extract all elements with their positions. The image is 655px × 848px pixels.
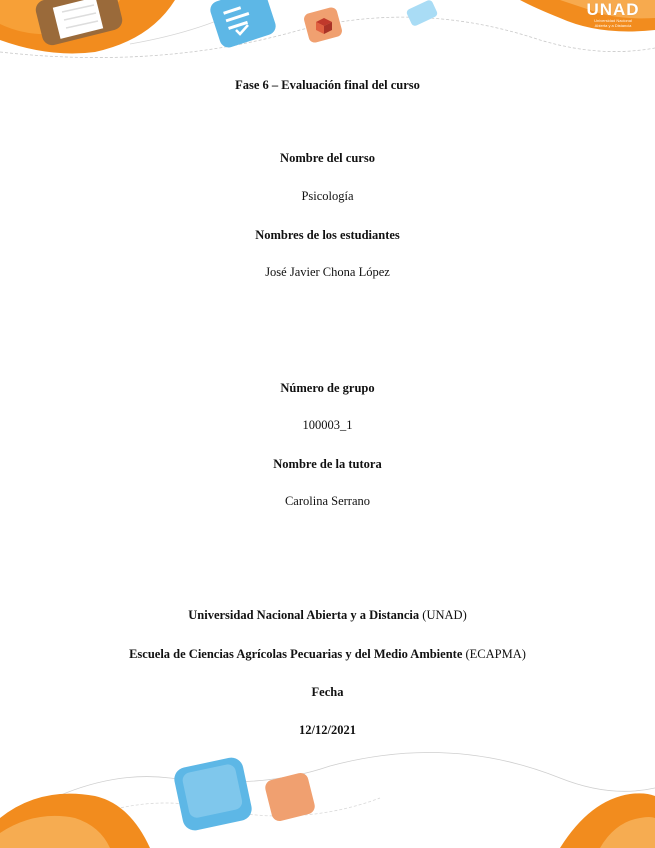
box-icon bbox=[303, 6, 344, 44]
students-label: Nombres de los estudiantes bbox=[255, 228, 400, 242]
course-value: Psicología bbox=[301, 189, 354, 203]
logo-tagline-2: Abierta y a Distancia bbox=[594, 23, 632, 28]
logo-text: UNAD bbox=[586, 0, 640, 19]
students-value: José Javier Chona López bbox=[265, 265, 390, 279]
school-name: Escuela de Ciencias Agrícolas Pecuarias y del Medio Ambiente bbox=[129, 647, 463, 661]
date-value: 12/12/2021 bbox=[299, 723, 356, 737]
blue-tile-shape bbox=[406, 0, 439, 27]
group-label: Número de grupo bbox=[280, 381, 375, 395]
unad-logo bbox=[579, 2, 647, 28]
course-label: Nombre del curso bbox=[280, 151, 375, 165]
blue-tile-shape bbox=[172, 755, 254, 832]
date-label: Fecha bbox=[311, 685, 344, 699]
university-abbr: (UNAD) bbox=[422, 608, 467, 622]
footer-decoration bbox=[0, 738, 655, 848]
university-line bbox=[0, 607, 655, 623]
school-abbr: (ECAPMA) bbox=[465, 647, 526, 661]
group-value: 100003_1 bbox=[302, 418, 353, 432]
tutor-value: Carolina Serrano bbox=[284, 494, 371, 508]
logo-tagline-1: Universidad Nacional bbox=[594, 18, 632, 23]
checklist-icon bbox=[208, 0, 278, 50]
university-name: Universidad Nacional Abierta y a Distancia bbox=[188, 608, 420, 622]
header-decoration bbox=[0, 0, 655, 70]
tutor-label: Nombre de la tutora bbox=[273, 457, 382, 471]
document-title: Fase 6 – Evaluación final del curso bbox=[235, 78, 420, 92]
school-line bbox=[0, 646, 655, 662]
